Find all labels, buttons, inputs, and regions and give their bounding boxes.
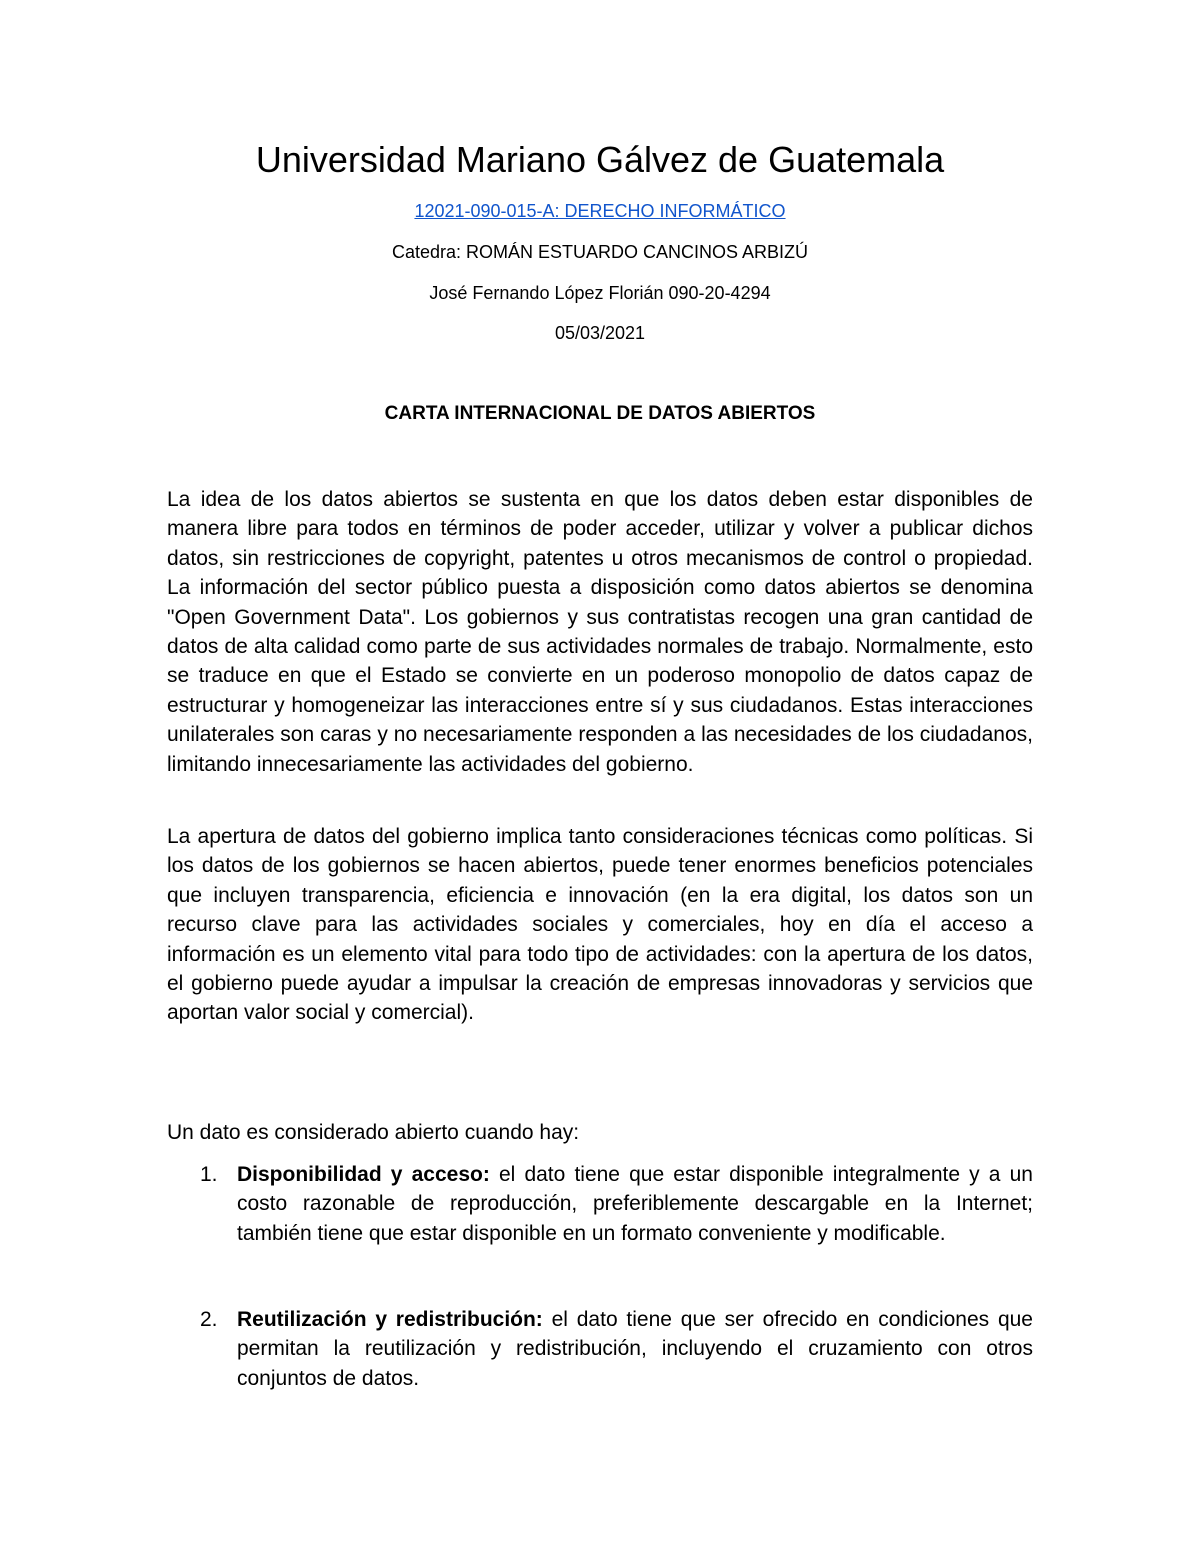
date-line: 05/03/2021: [554, 323, 646, 343]
catedra-line: Catedra: ROMÁN ESTUARDO CANCINOS ARBIZÚ: [391, 242, 809, 262]
list-item-body: [237, 1160, 1033, 1248]
list-intro: Un dato es considerado abierto cuando hay:: [167, 1121, 580, 1144]
paragraph-2: La apertura de datos del gobierno implica tanto consideraciones técnicas como políticas. Si los datos de los gobiernos se hacen abiertos, puede tener enormes beneficios potenciales que incluyen transparencia, eficiencia e innovación (en la era digital, los datos son un recurso clave para las actividades sociales y comerciales, hoy en día el acceso a información es un elemento vital para todo tipo de actividades: con la apertura de los datos, el gobierno puede ayudar a impulsar la creación de empresas innovadoras y servicios que aportan valor social y comercial).: [167, 825, 1033, 1025]
list-item: [200, 1305, 1033, 1393]
list-text: el dato tiene que estar disponible integralmente y a un costo razonable de reproducción, preferiblemente descargable en la Internet; también tiene que estar disponible en un formato conveniente y modificable.: [237, 1163, 1033, 1245]
section-heading: CARTA INTERNACIONAL DE DATOS ABIERTOS: [384, 403, 816, 424]
list-text: el dato tiene que ser ofrecido en condiciones que permitan la reutilización y redistribución, incluyendo el cruzamiento con otros conjuntos de datos.: [237, 1308, 1033, 1390]
list-item-body: [237, 1305, 1033, 1393]
course-link[interactable]: 12021-090-015-A: DERECHO INFORMÁTICO: [414, 201, 786, 221]
list-number: 2.: [200, 1308, 218, 1331]
list-number: 1.: [200, 1163, 218, 1186]
list-term: Reutilización y redistribución:: [237, 1308, 543, 1331]
list-item: [200, 1160, 1033, 1248]
list-term: Disponibilidad y acceso:: [237, 1163, 490, 1186]
document-title: Universidad Mariano Gálvez de Guatemala: [255, 139, 945, 180]
student-line: José Fernando López Florián 090-20-4294: [429, 283, 771, 303]
paragraph-1: La idea de los datos abiertos se sustenta en que los datos deben estar disponibles de manera libre para todos en términos de poder acceder, utilizar y volver a publicar dichos datos, sin restricciones de copyright, patentes u otros mecanismos de control o propiedad. La información del sector público puesta a disposición como datos abiertos se denomina "Open Government Data". Los gobiernos y sus contratistas recogen una gran cantidad de datos de alta calidad como parte de sus actividades normales de trabajo. Normalmente, esto se traduce en que el Estado se convierte en un poderoso monopolio de datos capaz de estructurar y homogeneizar las interacciones entre sí y sus ciudadanos. Estas interacciones unilaterales son caras y no necesariamente responden a las necesidades de los ciudadanos, limitando innecesariamente las actividades del gobierno.: [167, 488, 1033, 776]
